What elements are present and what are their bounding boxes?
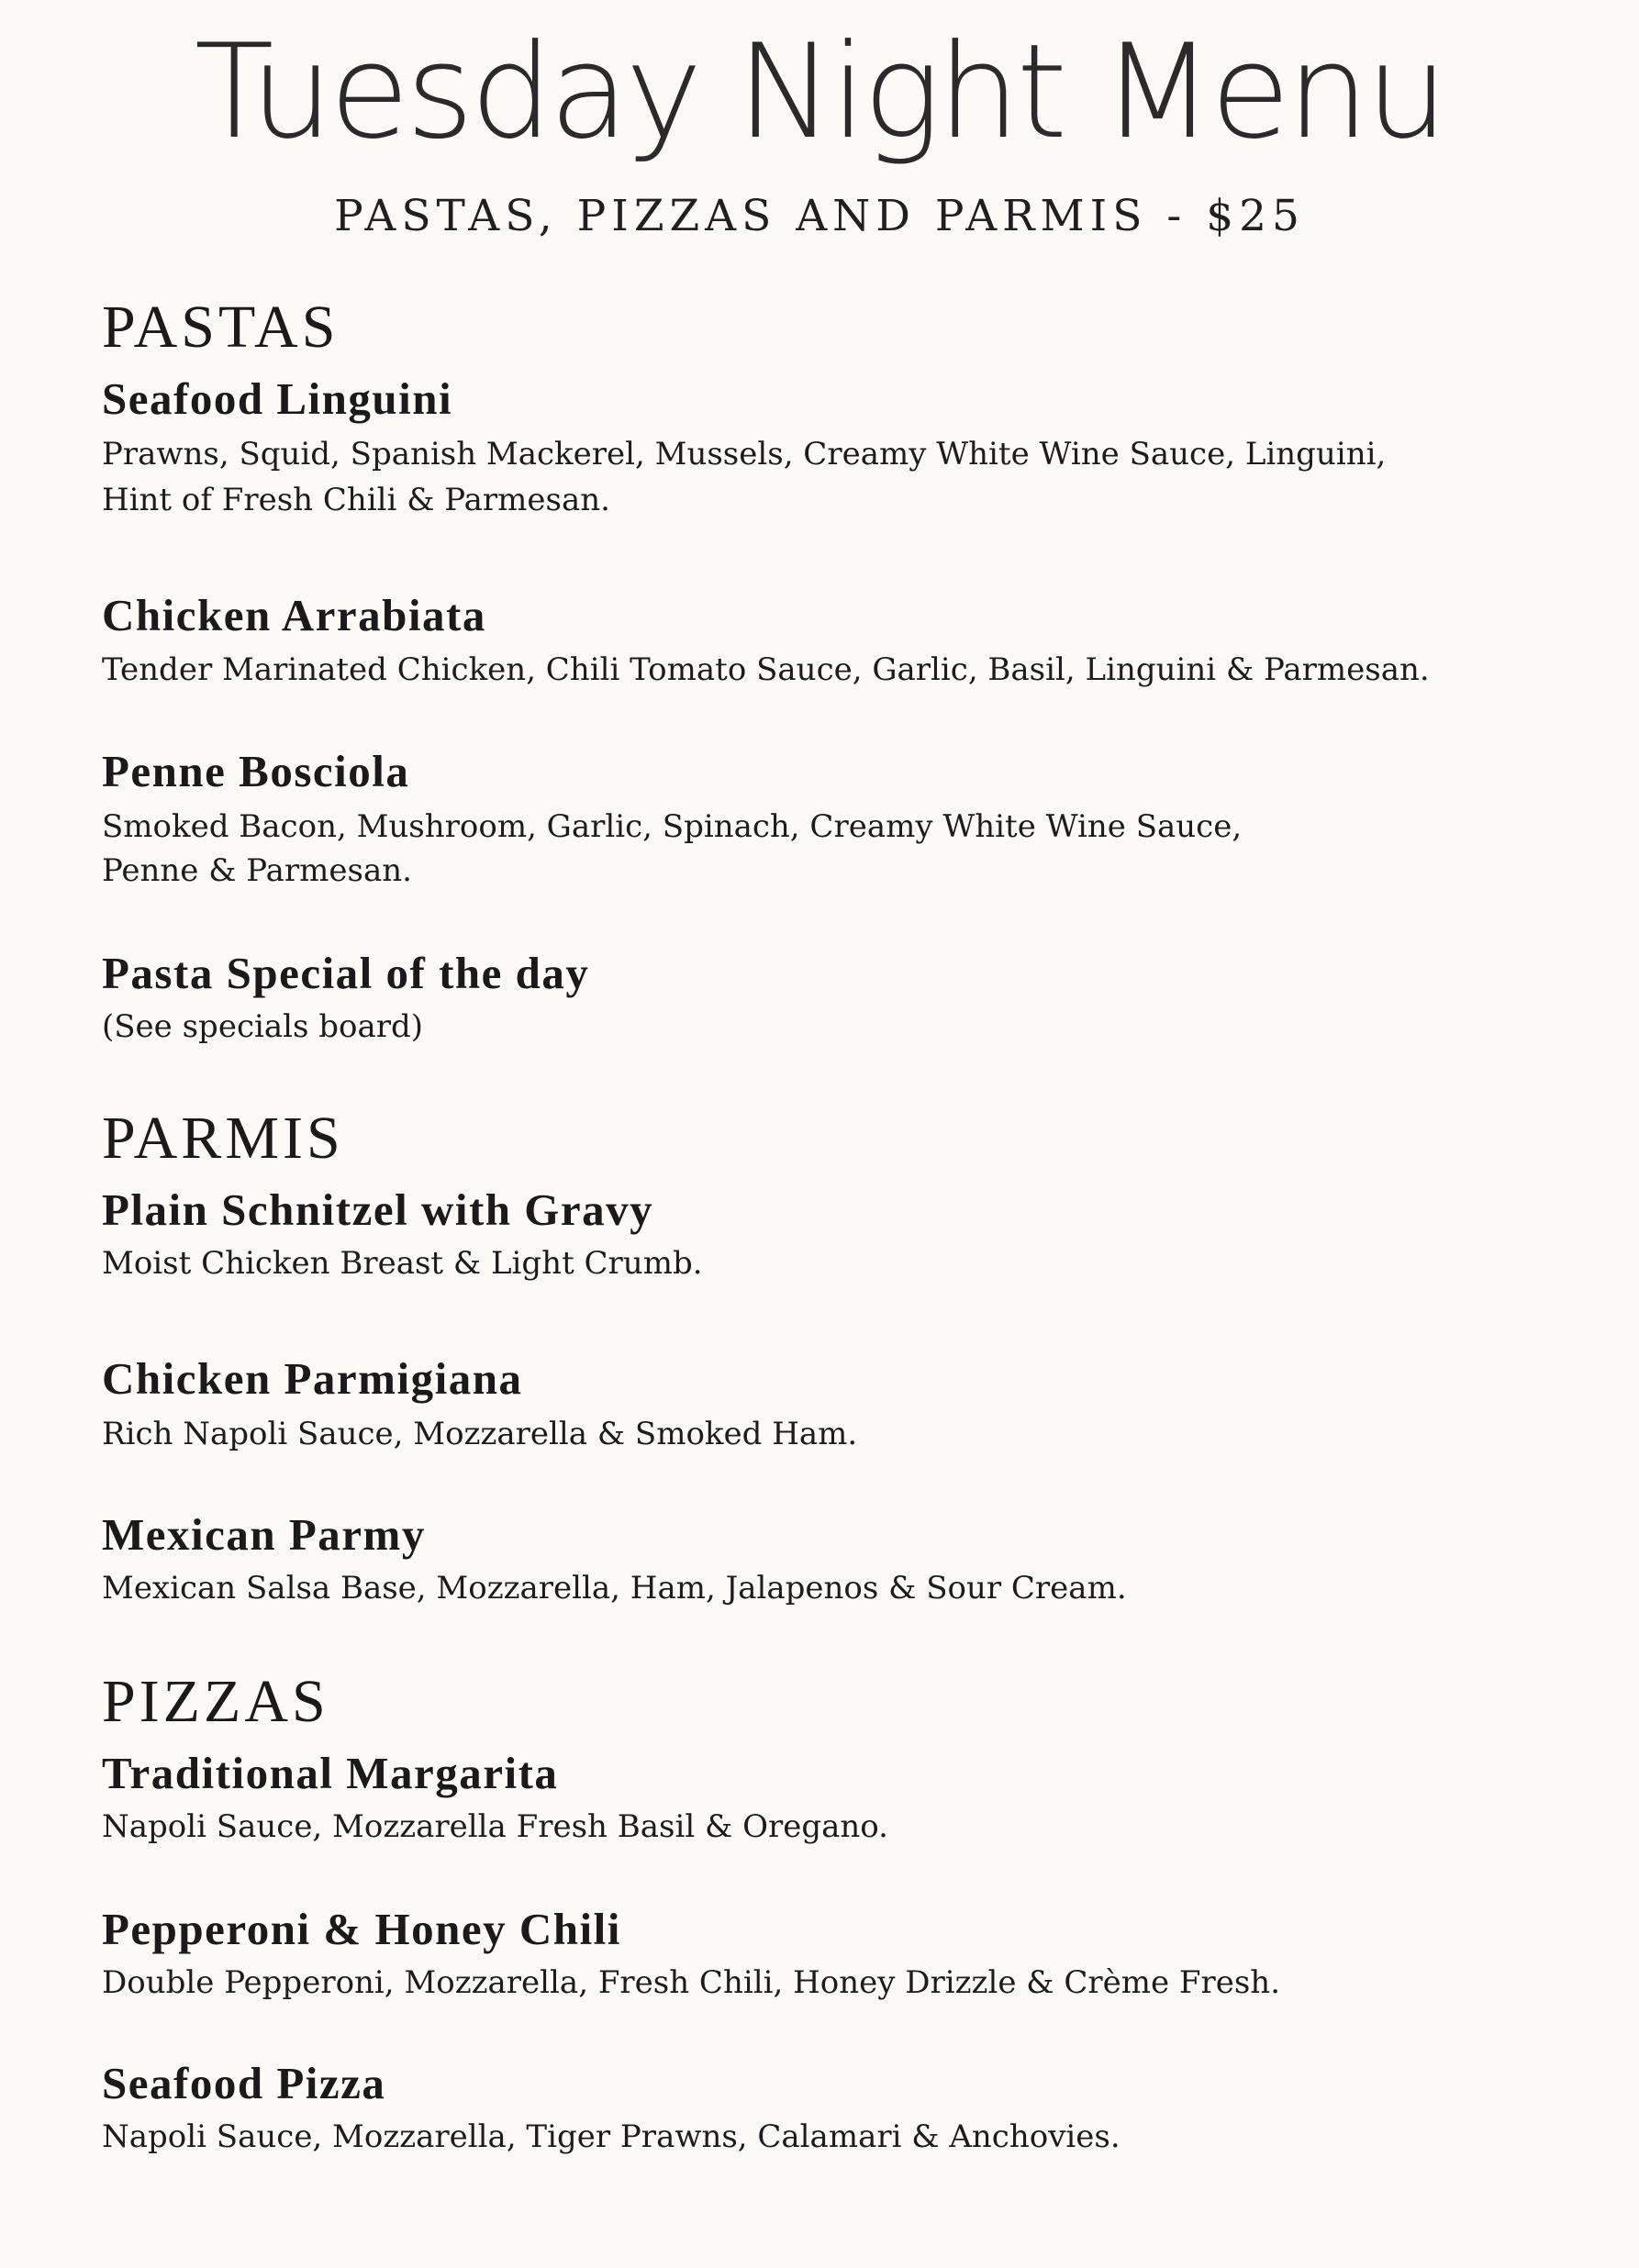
menu-item-description: Prawns, Squid, Spanish Mackerel, Mussels, Creamy White Wine Sauce, Linguini, bbox=[102, 436, 1387, 472]
menu-item-name: Penne Bosciola bbox=[102, 746, 410, 796]
menu-item-name: Chicken Parmigiana bbox=[102, 1353, 523, 1404]
menu-item-description: (See specials board) bbox=[102, 1008, 424, 1045]
menu-title: Tuesday Night Menu bbox=[194, 17, 1445, 168]
menu-item-name: Pepperoni & Honey Chili bbox=[102, 1904, 621, 1954]
menu-item-description: Hint of Fresh Chili & Parmesan. bbox=[102, 482, 610, 518]
menu-item-name: Pasta Special of the day bbox=[102, 948, 590, 998]
menu-item-name: Plain Schnitzel with Gravy bbox=[102, 1184, 654, 1235]
menu-item-name: Seafood Pizza bbox=[102, 2058, 386, 2108]
menu-subtitle: PASTAS, PIZZAS AND PARMIS - $25 bbox=[334, 191, 1305, 241]
menu-item-name: Mexican Parmy bbox=[102, 1509, 426, 1560]
section-title-parmis: PARMIS bbox=[102, 1105, 344, 1172]
menu-item-description: Rich Napoli Sauce, Mozzarella & Smoked Ham. bbox=[102, 1416, 858, 1452]
menu-item-description: Mexican Salsa Base, Mozzarella, Ham, Jalapenos & Sour Cream. bbox=[102, 1570, 1127, 1606]
menu-item-description: Penne & Parmesan. bbox=[102, 852, 412, 889]
menu-item-name: Seafood Linguini bbox=[102, 373, 453, 424]
menu-item-description: Moist Chicken Breast & Light Crumb. bbox=[102, 1245, 703, 1282]
menu-item-description: Tender Marinated Chicken, Chili Tomato Sauce, Garlic, Basil, Linguini & Parmesan. bbox=[102, 651, 1430, 688]
section-title-pizzas: PIZZAS bbox=[102, 1668, 329, 1735]
menu-item-description: Napoli Sauce, Mozzarella Fresh Basil & Oregano. bbox=[102, 1808, 888, 1845]
menu-item-name: Traditional Margarita bbox=[102, 1748, 559, 1798]
menu-item-name: Chicken Arrabiata bbox=[102, 590, 486, 640]
menu-item-description: Napoli Sauce, Mozzarella, Tiger Prawns, Calamari & Anchovies. bbox=[102, 2118, 1121, 2155]
section-title-pastas: PASTAS bbox=[102, 294, 340, 361]
menu-item-description: Double Pepperoni, Mozzarella, Fresh Chili, Honey Drizzle & Crème Fresh. bbox=[102, 1964, 1280, 2001]
menu-item-description: Smoked Bacon, Mushroom, Garlic, Spinach, Creamy White Wine Sauce, bbox=[102, 808, 1243, 845]
